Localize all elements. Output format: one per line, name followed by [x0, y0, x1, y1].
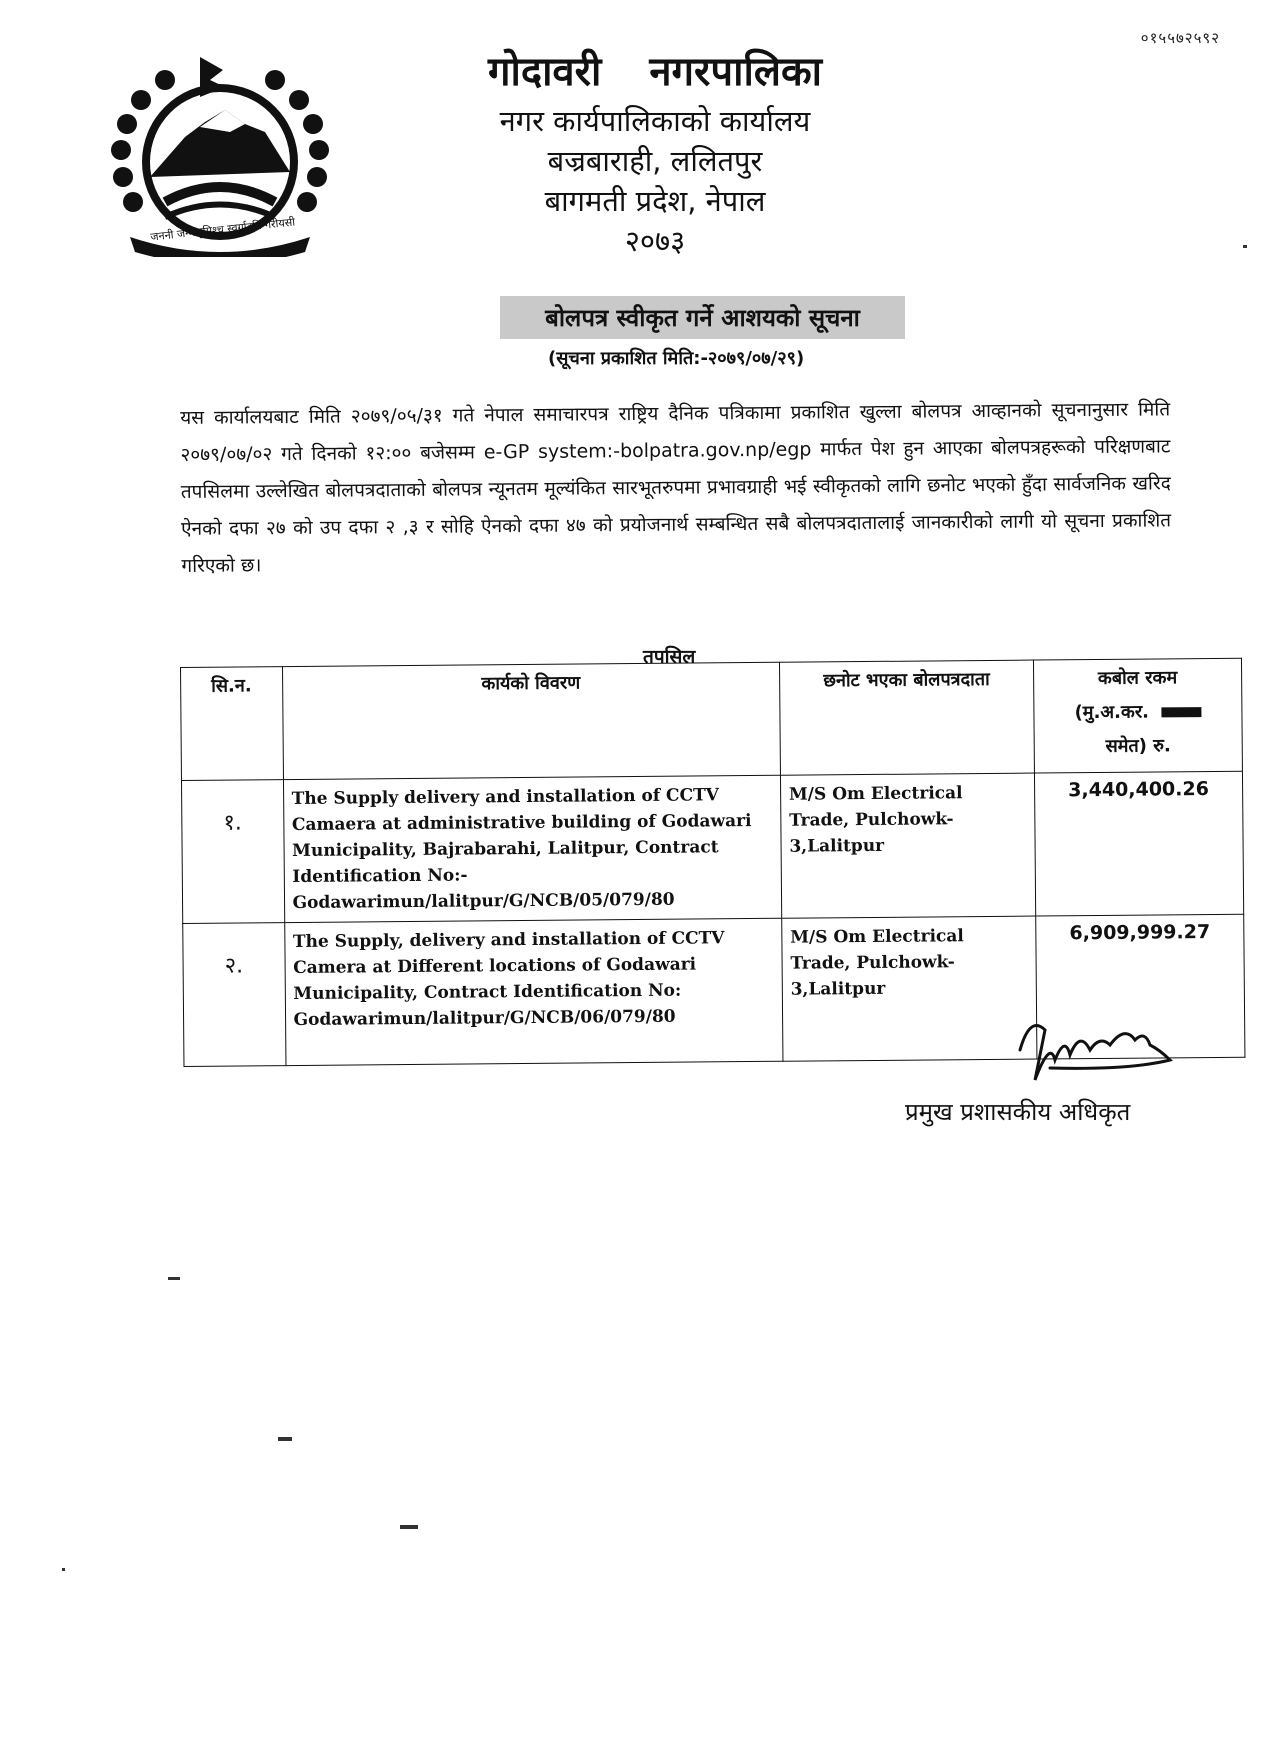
scan-speck [168, 1277, 180, 1280]
row-amount: 6,909,999.27 [1036, 914, 1245, 1059]
row-description: The Supply, delivery and installation of CCTV Camera at Different locations of Godawari Municipality, Contract Identification No: Godawarimun/lalitpur/G/NCB/06/079/80 [284, 918, 783, 1065]
signatory-designation: प्रमुख प्रशासकीय अधिकृत [905, 1098, 1131, 1126]
bid-table [180, 658, 1245, 1067]
header-amount-line3: समेत) रु. [1105, 735, 1171, 757]
header-description: कार्यको विवरण [282, 662, 780, 779]
scan-speck [1243, 245, 1247, 248]
notice-title: बोलपत्र स्वीकृत गर्ने आशयको सूचना [500, 296, 905, 339]
handwritten-signature-icon [1010, 1010, 1185, 1090]
scan-speck [400, 1525, 418, 1529]
org-name: गोदावरी नगरपालिका [487, 49, 823, 95]
row-bidder: M/S Om Electrical Trade, Pulchowk-3,Lalitpur [780, 773, 1035, 918]
row-bidder: M/S Om Electrical Trade, Pulchowk-3,Lalitpur [782, 916, 1037, 1061]
row-amount: 3,440,400.26 [1034, 771, 1243, 916]
notice-published-date: (सूचना प्रकाशित मिति:-२०७९/०७/२९) [548, 348, 805, 369]
table-caption: तपसिल [643, 646, 696, 668]
scan-speck [62, 1568, 65, 1571]
table-row [181, 771, 1243, 923]
row-sn: १. [181, 780, 284, 924]
row-sn: २. [183, 923, 286, 1067]
notice-body: यस कार्यालयबाट मिति २०७९/०५/३१ गते नेपाल समाचारपत्र राष्ट्रिय दैनिक पत्रिकामा प्रकाशित खुल्ला बोलपत्र आव्हानको सूचनानुसार मिति २०७९/०७/०२ गते दिनको १२:०० बजेसम्म e-GP system:-bolpatra.gov.np/egp मार्फत पेश हुन आएका बोलपत्रहरूको परिक्षणबाट तपसिलमा उल्लेखित बोलपत्रदाताको बोलपत्र न्यूनतम मूल्यंकित सारभूतरुपमा प्रभावग्राही भई स्वीकृतको लागि छनोट भएको हुँदा सार्वजनिक खरिद ऐनको दफा २७ को उप दफा २ ,३ र सोहि ऐनको दफा ४७ को प्रयोजनार्थ सम्बन्धित सबै बोलपत्रदातालाई जानकारीको लागी यो सूचना प्रकाशित गरिएको छ। [180, 398, 1172, 577]
header-amount-line1: कबोल रकम [1097, 667, 1178, 689]
table-header-row [181, 658, 1243, 780]
reference-number: ०१५५७२५९२ [1140, 29, 1220, 47]
office-province: बागमती प्रदेश, नेपाल [544, 184, 766, 218]
letterhead [445, 42, 865, 261]
office-address: बज्रबाराही, ललितपुर [547, 144, 763, 178]
header-amount-line2: (मु.अ.कर. [1074, 701, 1150, 724]
scan-speck [278, 1437, 292, 1441]
row-description: The Supply delivery and installation of CCTV Camaera at administrative building of Godawari Municipality, Bajrabarahi, Lalitpur, Contract Identification No:- Godawarimun/lalitpur/G/NCB/05/079/80 [283, 775, 782, 922]
office-name: नगर कार्यपालिकाको कार्यालय [499, 104, 811, 138]
established-year: २०७३ [624, 224, 686, 258]
header-amount [1033, 658, 1242, 773]
emblem-motto: जननी जन्मभूमिश्च स्वर्गादपि गरीयसी [149, 215, 296, 244]
redaction-mark [1161, 707, 1201, 717]
header-sn: सि.न. [181, 667, 284, 781]
header-bidder: छनोट भएका बोलपत्रदाता [779, 660, 1034, 775]
header-amount-line2-wrap [1042, 699, 1233, 725]
